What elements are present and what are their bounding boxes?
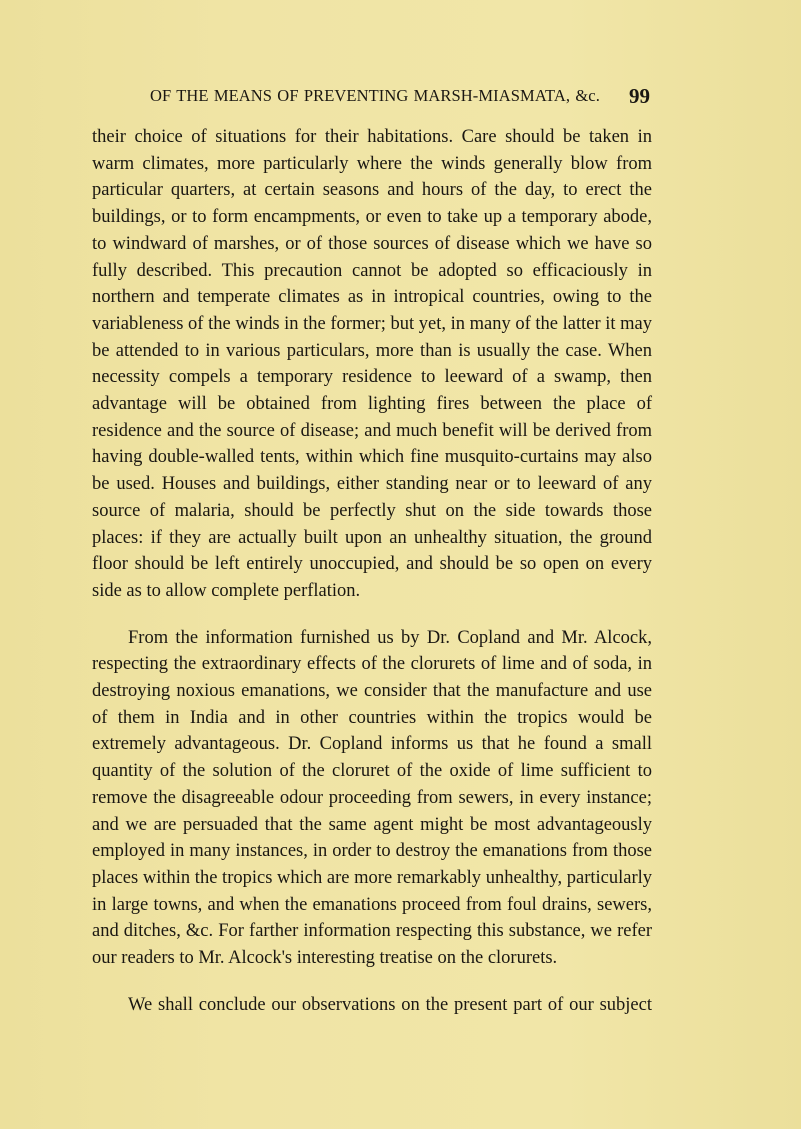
- running-title: OF THE MEANS OF PREVENTING MARSH-MIASMATA, &c.: [150, 86, 600, 105]
- body-text: [92, 124, 652, 1019]
- page-number: 99: [629, 84, 650, 108]
- paragraph-3: We shall conclude our observations on the present part of our subject: [128, 994, 652, 1015]
- paragraph-2: From the information furnished us by Dr. Copland and Mr. Alcock, respecting the extraordinary effects of the clorurets of lime and of soda, in destroying noxious emanations, we consider that the manufacture and use of them in India and in other countries within the tropics would be extremely advantageous. Dr. Copland informs us that he found a small quantity of the solution of the cloruret of the oxide of lime sufficient to remove the disagreeable odour proceeding from sewers, in every instance; and we are persuaded that the same agent might be most advantageously employed in many instances, in order to destroy the emanations from those places within the tropics which are more remarkably unhealthy, particularly in large towns, and when the emanations proceed from foul drains, sewers, and ditches, &c. For farther information respecting this substance, we refer our readers to Mr. Alcock's interesting treatise on the clorurets.: [92, 627, 652, 969]
- paragraph-1: their choice of situations for their habitations. Care should be taken in warm climates, more particularly where the winds generally blow from particular quarters, at certain seasons and hours of the day, to erect the buildings, or to form encampments, or even to take up a temporary abode, to windward of marshes, or of those sources of disease which we have so fully described. This precaution cannot be adopted so efficaciously in northern and temperate climates as in intropical countries, owing to the variableness of the winds in the former; but yet, in many of the latter it may be attended to in various particulars, more than is usually the case. When necessity compels a temporary residence to leeward of a swamp, then advantage will be obtained from lighting fires between the place of residence and the source of disease; and much benefit will be derived from having double-walled tents, within which fine musquito-curtains may also be used. Houses and buildings, either standing near or to leeward of any source of malaria, should be perfectly shut on the side towards those places: if they are actually built upon an unhealthy situation, the ground floor should be left entirely unoccupied, and should be so open on every side as to allow complete perflation.: [92, 127, 652, 601]
